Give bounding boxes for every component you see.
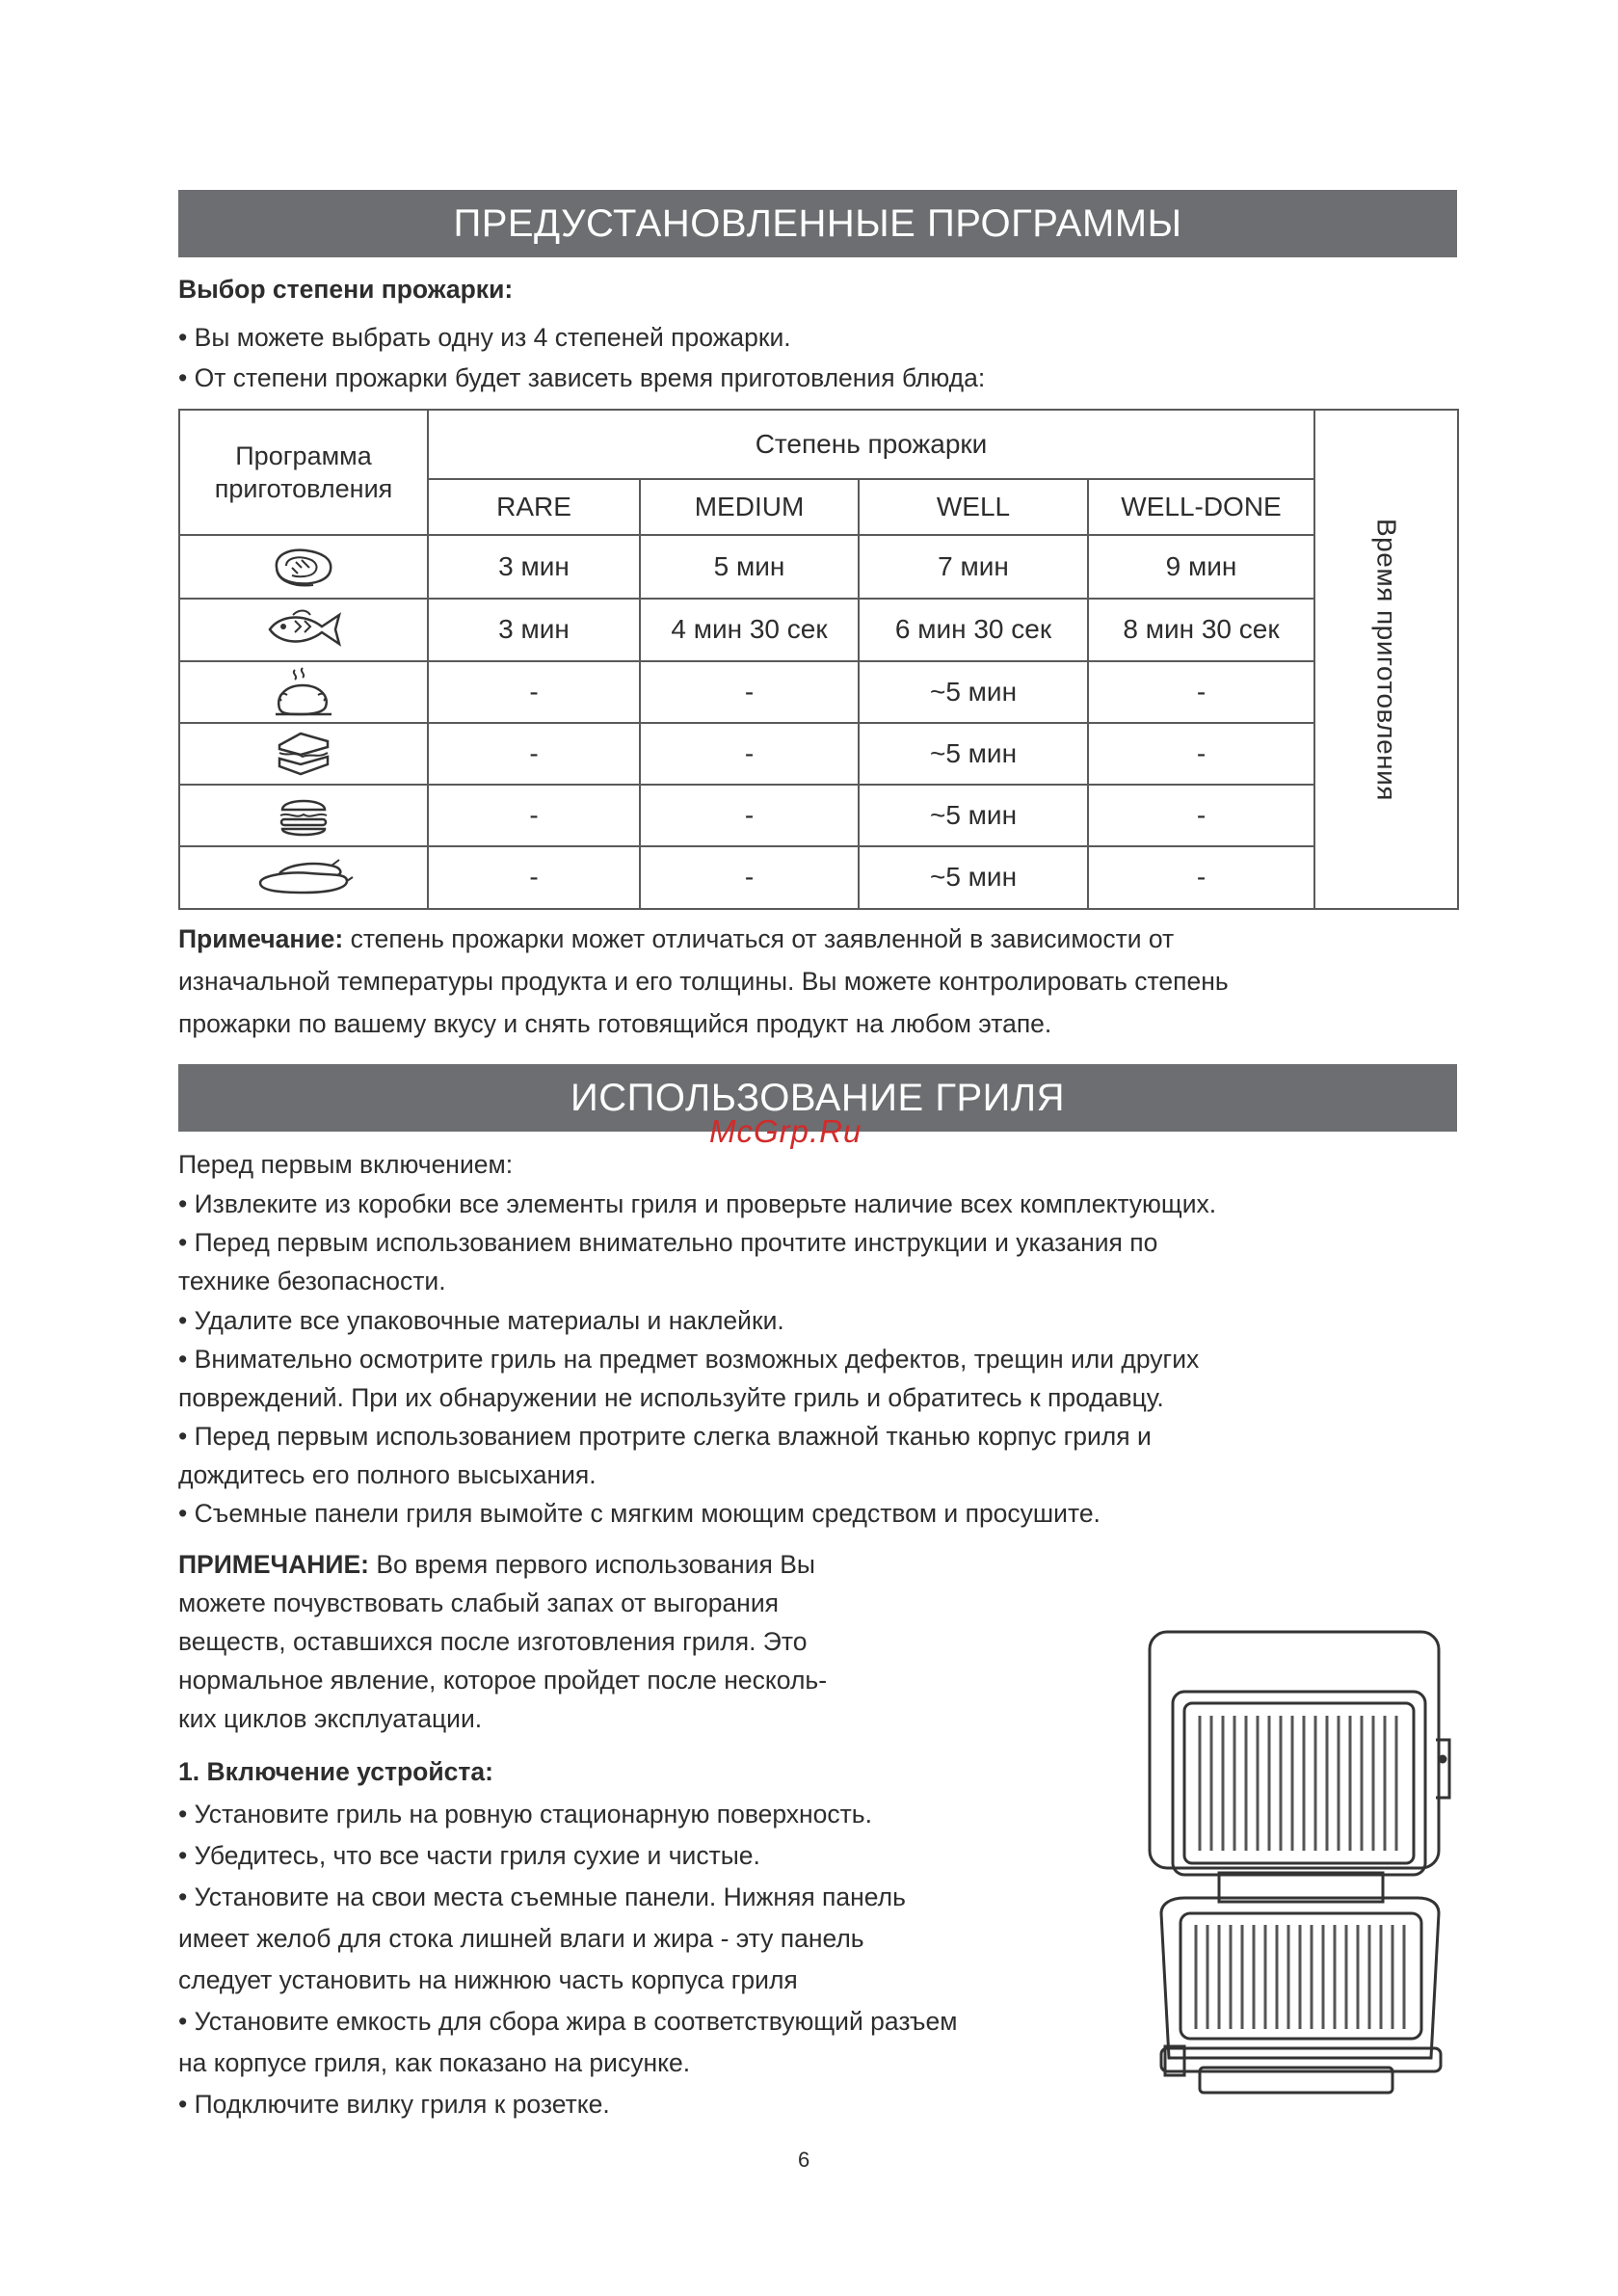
fish-icon: [179, 599, 428, 660]
section-banner-grill-use: ИСПОЛЬЗОВАНИЕ ГРИЛЯ: [178, 1064, 1457, 1132]
table-cell: 9 мин: [1088, 535, 1314, 599]
section-banner-presets: ПРЕДУСТАНОВЛЕННЫЕ ПРОГРАММЫ: [178, 190, 1457, 257]
table-cell: 7 мин: [859, 535, 1088, 599]
table-cell: 3 мин: [428, 599, 640, 660]
body-line: • Перед первым использованием протрите слегка влажной тканью корпус гриля и: [178, 1422, 1152, 1451]
step-heading: 1. Включение устройста:: [178, 1757, 493, 1786]
doneness-table: [178, 409, 1459, 910]
table-cell: -: [428, 846, 640, 909]
table-cell: ~5 мин: [859, 661, 1088, 723]
page-number: 6: [798, 2148, 810, 2172]
note-text: степень прожарки может отличаться от заявленной в зависимости от: [343, 924, 1175, 953]
table-row: [179, 846, 1458, 909]
note-label: Примечание:: [178, 924, 344, 953]
table-cell: -: [640, 661, 859, 723]
table-cell: 3 мин: [428, 535, 640, 599]
note2-label: ПРИМЕЧАНИЕ:: [178, 1550, 369, 1579]
steak-icon: [179, 535, 428, 599]
burger-icon: [179, 785, 428, 846]
note2-line: ких циклов эксплуатации.: [178, 1704, 483, 1733]
table-cell: -: [1088, 661, 1314, 723]
table-row: [179, 723, 1458, 785]
table-cell: -: [428, 723, 640, 785]
chicken-icon: [179, 661, 428, 723]
table-cell: -: [1088, 723, 1314, 785]
table-cell: ~5 мин: [859, 846, 1088, 909]
grill-illustration: [1142, 1624, 1460, 2106]
sausage-icon: [179, 846, 428, 909]
body-line: дождитесь его полного высыхания.: [178, 1460, 597, 1489]
watermark: McGrp.Ru: [709, 1113, 862, 1149]
table-cell: -: [640, 723, 859, 785]
table-cell: -: [428, 661, 640, 723]
time-header-label: Время приготовления: [1371, 518, 1402, 801]
table-cell: -: [640, 785, 859, 846]
column-header: WELL: [859, 479, 1088, 535]
step-line: • Убедитесь, что все части гриля сухие и чистые.: [178, 1841, 760, 1870]
doneness-subheading: Выбор степени прожарки:: [178, 275, 514, 304]
note2-line: [178, 1545, 815, 1584]
note2-line: можете почувствовать слабый запах от выгорания: [178, 1589, 779, 1617]
table-row: [179, 661, 1458, 723]
note2-line: нормальное явление, которое пройдет после несколь-: [178, 1666, 828, 1695]
step-line: • Подключите вилку гриля к розетке.: [178, 2090, 610, 2119]
step-line: имеет желоб для стока лишней влаги и жира - эту панель: [178, 1924, 864, 1953]
body-line: • Извлеките из коробки все элементы гриля и проверьте наличие всех комплектующих.: [178, 1189, 1217, 1218]
table-cell: 5 мин: [640, 535, 859, 599]
bullet-line: • От степени прожарки будет зависеть время приготовления блюда:: [178, 363, 986, 392]
step-line: следует установить на нижнюю часть корпуса гриля: [178, 1965, 798, 1994]
intro-line: Перед первым включением:: [178, 1150, 514, 1179]
table-cell: -: [1088, 785, 1314, 846]
step-line: • Установите на свои места съемные панели. Нижняя панель: [178, 1882, 906, 1911]
table-cell: 8 мин 30 сек: [1088, 599, 1314, 660]
program-header: Программа приготовления: [179, 410, 428, 535]
table-cell: -: [640, 846, 859, 909]
body-line: • Съемные панели гриля вымойте с мягким моющим средством и просушите.: [178, 1499, 1101, 1528]
table-cell: 6 мин 30 сек: [859, 599, 1088, 660]
column-header: WELL-DONE: [1088, 479, 1314, 535]
step-line: на корпусе гриля, как показано на рисунке.: [178, 2048, 691, 2077]
note-paragraph: [178, 920, 1174, 958]
note-paragraph: изначальной температуры продукта и его толщины. Вы можете контролировать степень: [178, 967, 1229, 996]
table-cell: 4 мин 30 сек: [640, 599, 859, 660]
column-header: MEDIUM: [640, 479, 859, 535]
bullet-line: • Вы можете выбрать одну из 4 степеней прожарки.: [178, 323, 791, 352]
time-header: [1314, 410, 1458, 909]
step-line: • Установите гриль на ровную стационарную поверхность.: [178, 1800, 872, 1829]
table-row: [179, 785, 1458, 846]
body-line: • Внимательно осмотрите гриль на предмет возможных дефектов, трещин или других: [178, 1345, 1200, 1374]
table-cell: -: [428, 785, 640, 846]
table-cell: ~5 мин: [859, 785, 1088, 846]
table-cell: ~5 мин: [859, 723, 1088, 785]
step-line: • Установите емкость для сбора жира в соответствующий разъем: [178, 2007, 958, 2036]
column-header: RARE: [428, 479, 640, 535]
body-line: • Удалите все упаковочные материалы и наклейки.: [178, 1306, 784, 1335]
table-cell: -: [1088, 846, 1314, 909]
sandwich-icon: [179, 723, 428, 785]
note-paragraph: прожарки по вашему вкусу и снять готовящийся продукт на любом этапе.: [178, 1009, 1052, 1038]
note2-text: Во время первого использования Вы: [368, 1550, 815, 1579]
body-line: повреждений. При их обнаружении не используйте гриль и обратитесь к продавцу.: [178, 1383, 1164, 1412]
body-line: • Перед первым использованием внимательно прочтите инструкции и указания по: [178, 1228, 1158, 1257]
table-row: [179, 535, 1458, 599]
doneness-header: Степень прожарки: [428, 410, 1314, 479]
note2-line: веществ, оставшихся после изготовления гриля. Это: [178, 1627, 808, 1656]
table-row: [179, 599, 1458, 660]
body-line: технике безопасности.: [178, 1267, 446, 1295]
